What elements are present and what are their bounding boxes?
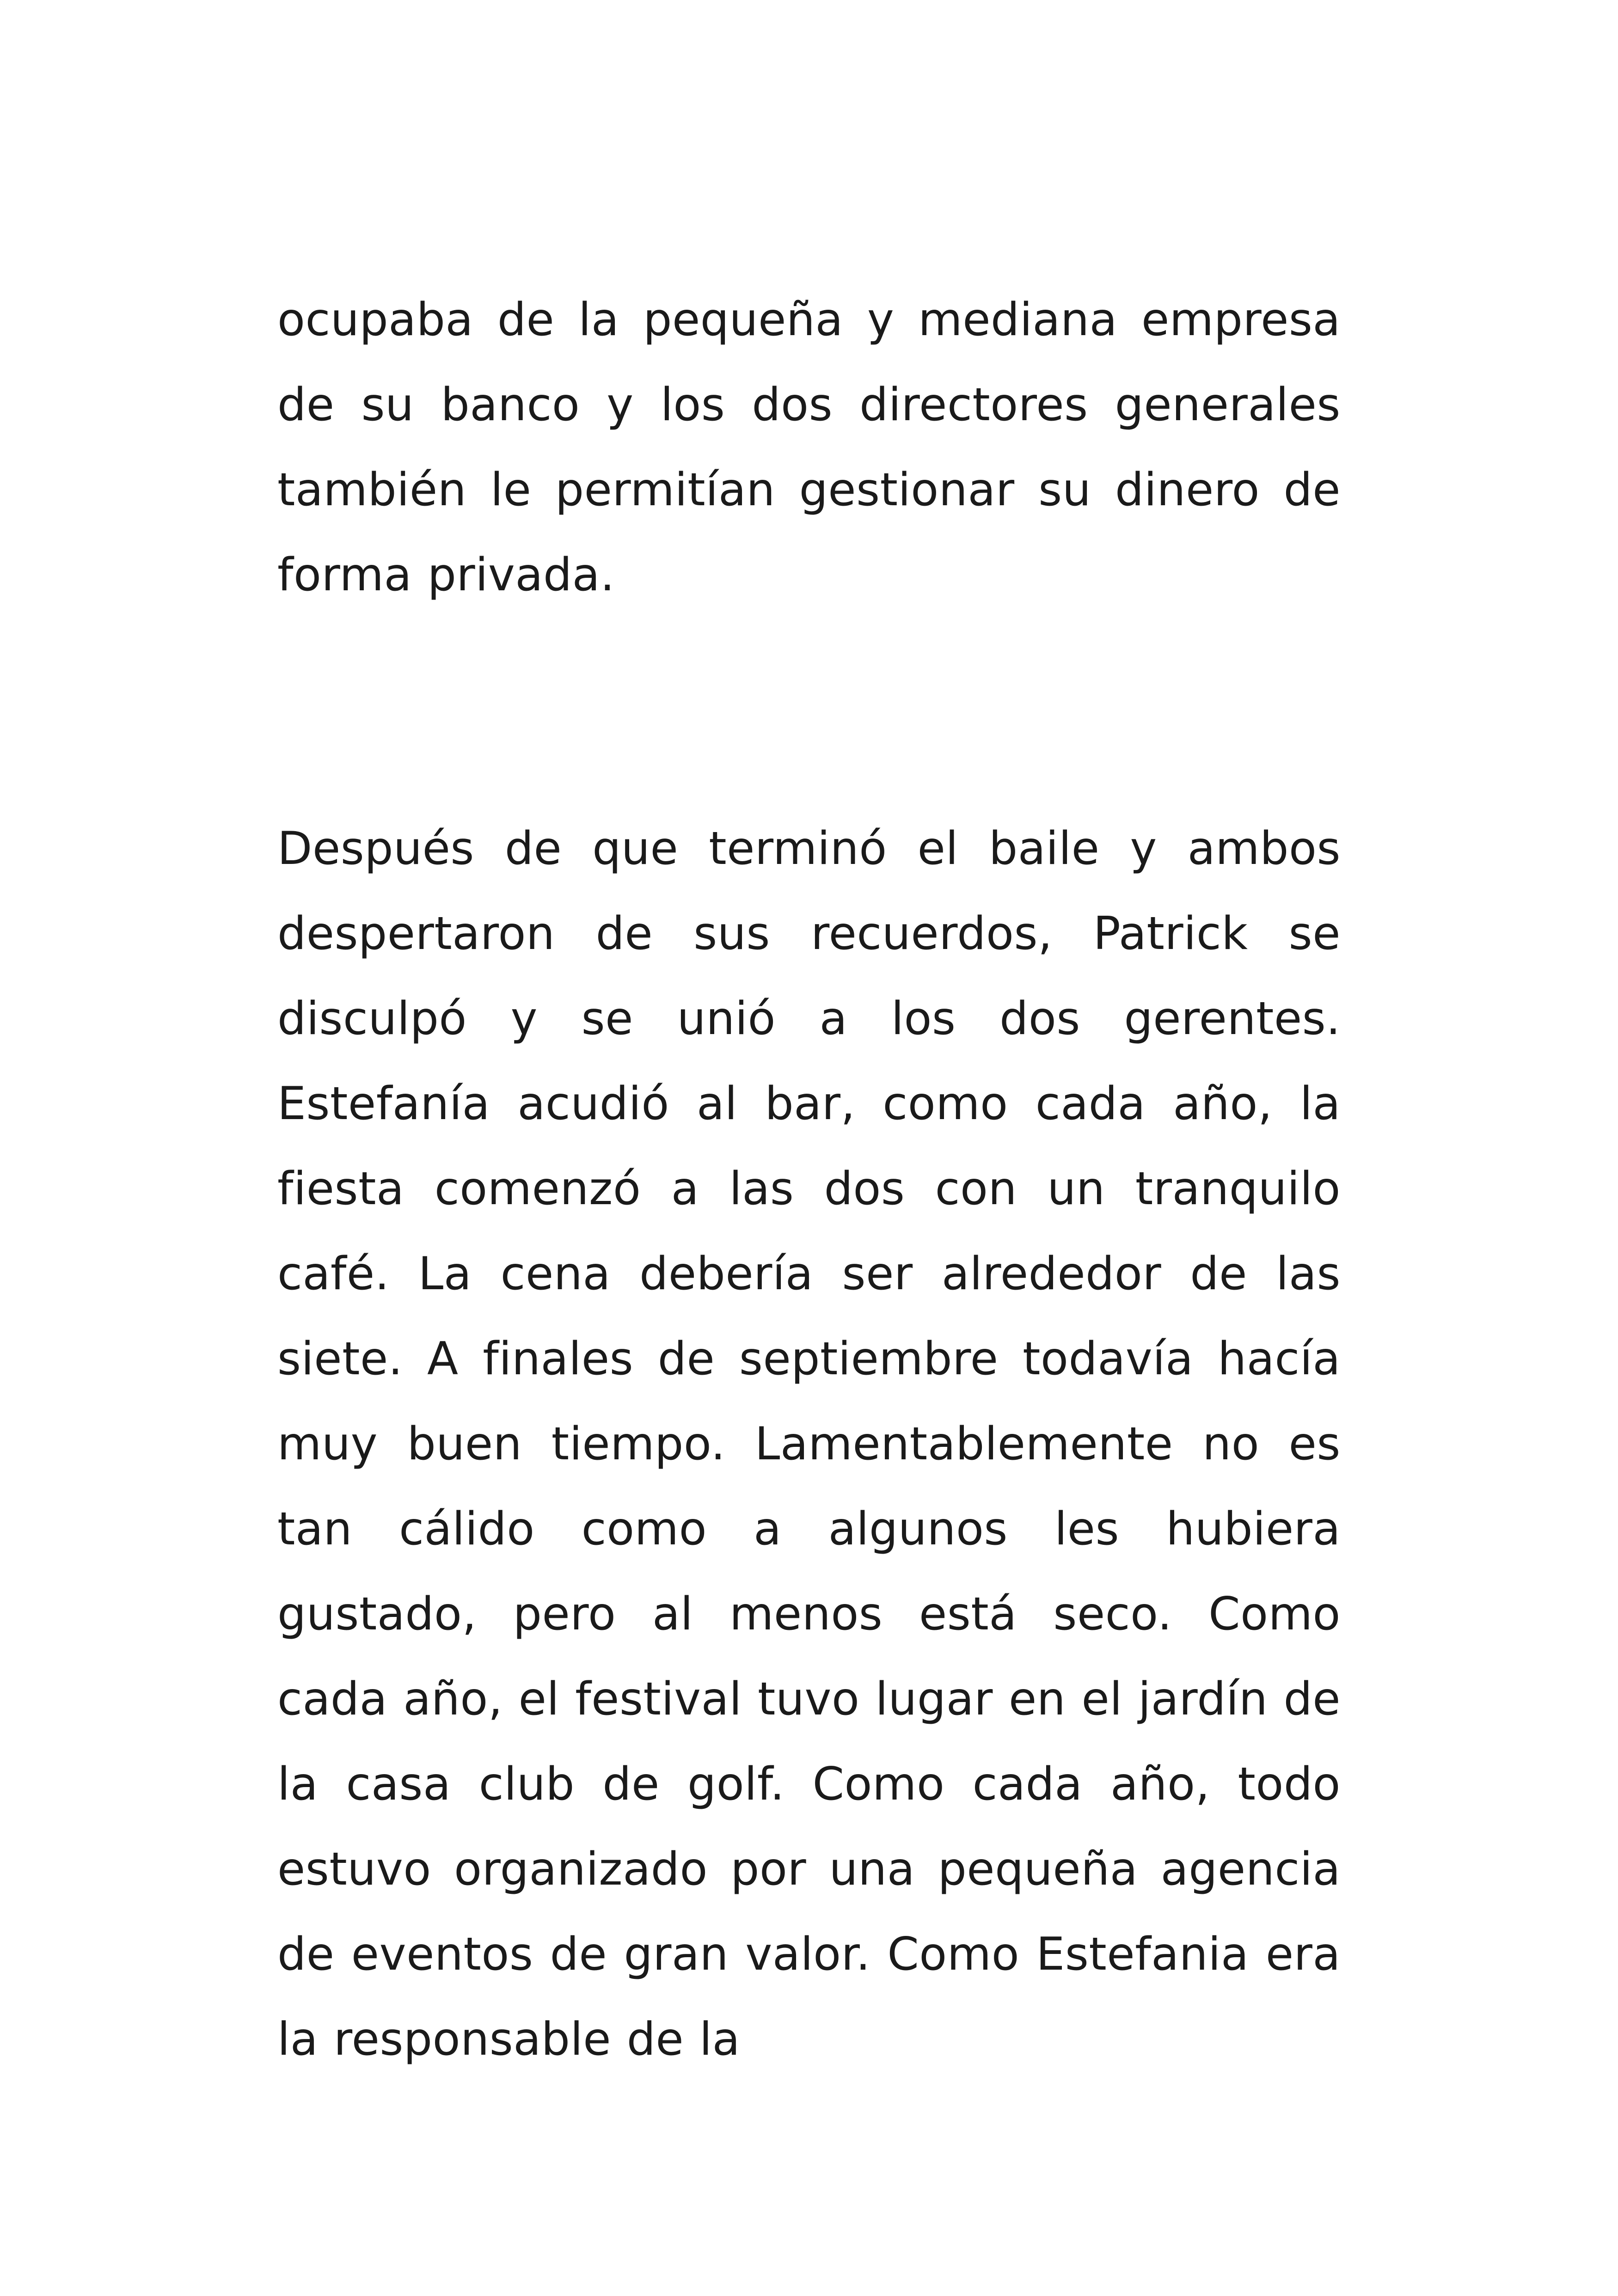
paragraph-text: ocupaba de la pequeña y mediana empresa de su banco y los dos directores generales también le permitían gestionar su dinero de forma privada. [277, 294, 1341, 601]
paragraph-block-1 [277, 277, 1341, 618]
paragraph-block-2 [277, 806, 1341, 2082]
paragraph-text: Después de que terminó el baile y ambos despertaron de sus recuerdos, Patrick se disculpó y se unió a los dos gerentes. Estefanía acudió al bar, como cada año, la fiesta comenzó a las dos con un tranquilo café. La cena debería ser alrededor de las siete. A finales de septiembre todavía hacía muy buen tiempo. Lamentablemente no es tan cálido como a algunos les hubiera gustado, pero al menos está seco. Como cada año, el festival tuvo lugar en el jardín de la casa club de golf. Como cada año, todo estuvo organizado por una pequeña agencia de eventos de gran valor. Como Estefania era la responsable de la [277, 822, 1341, 2066]
